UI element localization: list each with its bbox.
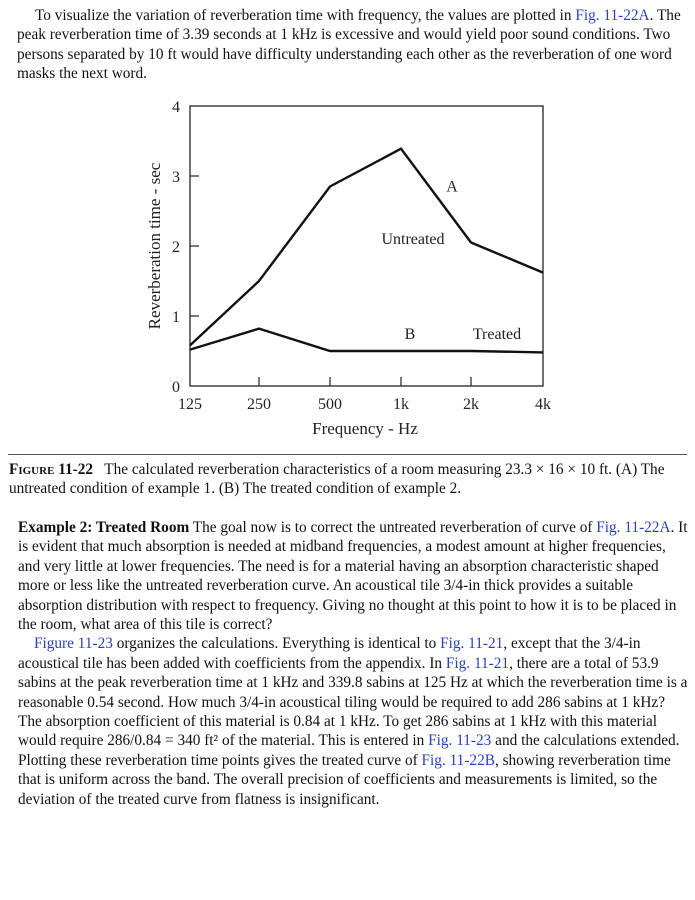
x-tick-label: 2k (463, 396, 479, 413)
series-marker-b: B (404, 326, 416, 344)
fig-11-22a-link[interactable]: Fig. 11-22A (575, 7, 650, 24)
body-text: , showing reverberation time that is uniform across the band. The overall precision of coefficients and measurements is limited, so the deviation of the treated curve from flatness is insignificant. (18, 751, 671, 808)
body-text: , there are a total of 53.9 sabins at the peak reverberation time at 1 kHz and 339.8 sabins at 125 Hz at which the reverberation time is a reasonable 0.54 second. How much 3/4-in acoustical tiling would be required to add 286 sabins at 1 kHz? The absorption coefficient of this material is 0.84 at 1 kHz. To get 286 sabins at 1 kHz with this material would require 286/0.84 = 340 ft² of the material. This is entered in (18, 654, 688, 750)
example-heading: Example 2: Treated Room (18, 519, 190, 536)
series-label-untreated: Untreated (381, 231, 445, 248)
intro-paragraph (17, 6, 689, 84)
fig-11-23-link[interactable]: Fig. 11-23 (428, 732, 492, 750)
caption-label: Figure 11-22 (9, 461, 94, 478)
body-text: The goal now is to correct the untreated reverberation of curve of (189, 519, 597, 536)
x-tick-label: 500 (318, 396, 342, 413)
fig-11-21-link[interactable]: Fig. 11-21 (440, 635, 504, 653)
intro-text: . The peak reverberation time of 3.39 seconds at 1 kHz is excessive and would yield poor sound conditions. Two persons separated by 10 ft would have difficulty understanding each other as the reverberation of one word masks the next word. (17, 7, 681, 83)
x-tick-label: 1k (393, 396, 409, 413)
y-tick-label: 4 (172, 99, 180, 116)
x-tick-label: 250 (247, 396, 271, 413)
chart-series (190, 149, 543, 353)
y-tick-label: 2 (172, 239, 180, 256)
figure-caption (9, 460, 689, 499)
plot-frame (190, 106, 543, 386)
body-text: and the calculations extended. Plotting these reverberation time points gives the treated curve of (18, 732, 680, 769)
fig-11-22b-link[interactable]: Fig. 11-22B (421, 751, 495, 769)
series-marker-a: A (446, 178, 458, 196)
reverberation-chart (0, 96, 695, 448)
y-tick-label: 1 (172, 309, 180, 326)
figure-divider (8, 454, 687, 455)
y-tick-label: 0 (172, 379, 180, 396)
caption-text: The calculated reverberation characteristics of a room measuring 23.3 × 16 × 10 ft. (A) The untreated condition of example 1. (B) The treated condition of example 2. (9, 461, 665, 498)
series-line-untreated (190, 149, 543, 346)
body-text: , except that the 3/4-in acoustical tile has been added with coefficients from the appendix. In (18, 635, 641, 672)
fig-11-22a-link[interactable]: Fig. 11-22A (596, 519, 671, 536)
series-label-treated: Treated (472, 326, 522, 344)
chart-axes (190, 106, 543, 386)
example-paragraph-1 (18, 518, 690, 634)
intro-text: To visualize the variation of reverberation time with frequency, the values are plotted in (35, 7, 576, 24)
y-axis-title: Reverberation time - sec (145, 162, 164, 330)
x-axis-title: Frequency - Hz (312, 419, 418, 438)
chart-ticks (172, 99, 551, 413)
x-tick-label: 4k (535, 396, 551, 413)
body-text: . It is evident that much absorption is needed at midband frequencies, a modest amount at higher frequencies, and very little at lower frequencies. The need is for a material having an absorption characteristic shaped more or less like the untreated reverberation curve. An acoustical tile 3/4-in thick provides a suitable absorption distribution with respect to frequency. Giving no thought at this point to how it is to be placed in the room, what area of this tile is correct? (18, 519, 688, 634)
example-section (18, 518, 690, 809)
body-text: organizes the calculations. Everything is identical to (112, 635, 441, 653)
fig-11-21-link[interactable]: Fig. 11-21 (445, 654, 510, 672)
fig-11-23-link[interactable]: Figure 11-23 (34, 635, 113, 653)
y-tick-label: 3 (172, 169, 180, 186)
x-tick-label: 125 (178, 396, 202, 413)
example-paragraph-2 (18, 634, 690, 809)
